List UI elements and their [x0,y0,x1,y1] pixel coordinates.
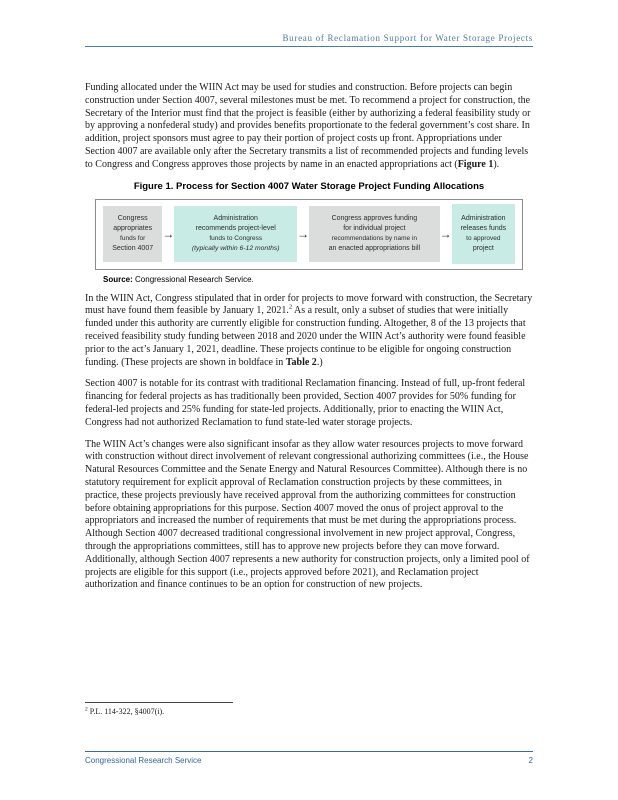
paragraph-2: In the WIIN Act, Congress stipulated that in order for projects to move forward with construction, the Secretary must have found them feasible by January 1, 2021.$^2$ As a result, only a subset of studies that were initially funded under this authority are currently eligible for construction funding. Altogether, 8 of the 13 projects that received feasibility study funding between 2018 and 2020 under the WIIN Act’s authority were found feasible prior to the act’s January 1, 2021, deadline. These projects continue to be eligible for ongoing construction funding. (These projects are shown in boldface in Table 2.) [85,292,533,368]
arrow-right-icon: → [439,227,452,242]
flow-box-congress-approves: Congress approves funding for individual project recommendations by name in an enacted appropriations bill [309,206,440,262]
paragraph-3: Section 4007 is notable for its contrast with traditional Reclamation financing. Instead of full, up-front federal financing for federal projects as has traditionally been provided, Section 4007 provides for 50% funding for federal-led projects and 25% funding for state-led projects. Additionally, prior to enacting the WIIN Act, Congress had not authorized Reclamation to fund state-led water storage projects. [85,378,526,428]
arrow-right-icon: → [297,227,310,242]
paragraph-4: The WIIN Act’s changes were also significant insofar as they allow water resources projects to move forward with construction without direct involvement of relevant congressional authorizing committees (i.e., the House Natural Resources Committee and the Senate Energy and Natural Resources Committee). Although there is no statutory requirement for explicit approval of Reclamation construction projects by these committees, in practice, these projects previously have received approval from the authorizing committees for construction before obtaining appropriations for this purpose. Section 4007 moved the onus of project approval to the appropriators and increased the number of requirements that must be met during the appropriations process. Although Section 4007 decreased traditional congressional involvement in new project approval, Congress, through the appropriations committees, still has to approve new projects before they can move forward. Additionally, although Section 4007 represents a new authority for construction projects, only a limited pool of projects are eligible for this support (i.e., projects approved before 2021), and Reclamation project authorization and finance continues to be an option for construction of new projects. [85,438,530,591]
figure-title: Figure 1. Process for Section 4007 Water Storage Project Funding Allocations [133,180,485,192]
flow-box-administration-recommends: Administration recommends project-level funds to Congress (typically within 6-12 months) [174,206,297,262]
flow-box-administration-releases: Administration releases funds to approved project [452,204,515,264]
footnote-separator [85,702,233,703]
figure-source-note: Source: Congressional Research Service. [103,274,254,284]
page-number: 2 [528,756,533,765]
body-text [85,82,533,592]
page-footer [85,751,533,765]
footnote-2: $^2$ P.L. 114-322, §4007(i). [85,706,165,716]
flow-box-congress-appropriates: Congress appropriates funds for Section 4007 [103,206,162,262]
running-header: Bureau of Reclamation Support for Water Storage Projects [85,33,533,47]
figure-flowchart [95,199,523,270]
arrow-right-icon: → [162,227,175,242]
footer-publisher: Congressional Research Service [85,756,202,765]
page-content [85,33,533,601]
paragraph-1: Funding allocated under the WIIN Act may be used for studies and construction. Before projects can begin construction under Section 4007, several milestones must be met. To recommend a project for construction, the Secretary of the Interior must find that the project is feasible (either by authorizing a federal feasibility study or by approving a nonfederal study) and provides benefits proportionate to the federal government’s cost share. In addition, project sponsors must agree to pay their portion of project costs up front. Appropriations under Section 4007 are available only after the Secretary transmits a list of recommended projects and funding levels to Congress and Congress approves those projects by name in an enacted appropriations act (Figure 1). [85,82,531,170]
footnote-block [85,702,533,716]
